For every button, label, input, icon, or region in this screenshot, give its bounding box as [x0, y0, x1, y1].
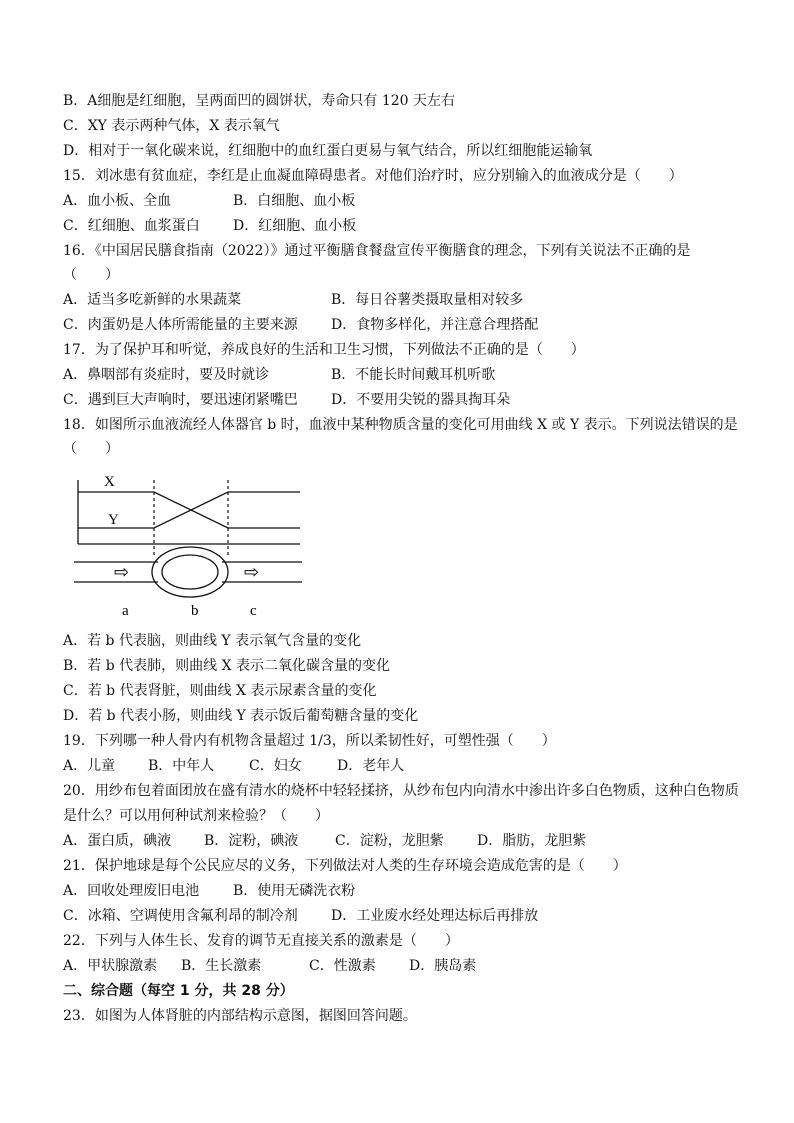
- q22-option-c: C．性激素: [309, 958, 376, 974]
- q15-option-c: C．红细胞、血浆蛋白: [63, 218, 200, 234]
- q20-option-b: B．淀粉，碘液: [204, 833, 299, 849]
- q17-stem: 17．为了保护耳和听觉，养成良好的生活和卫生习惯，下列做法不正确的是（ ）: [63, 342, 585, 358]
- q20-stem: 20．用纱布包着面团放在盛有清水的烧杯中轻轻揉挤，从纱布包内向清水中渗出许多白色物质，这种白色物质: [63, 783, 739, 799]
- q19-option-c: C．妇女: [249, 758, 302, 774]
- q18-option-b: B．若 b 代表肺，则曲线 X 表示二氧化碳含量的变化: [63, 658, 391, 674]
- q22-option-b: B．生长激素: [181, 958, 262, 974]
- q21-option-a: A．回收处理废旧电池: [63, 883, 200, 899]
- label-b: b: [191, 603, 199, 619]
- q15-option-a: A．血小板、全血: [63, 193, 172, 209]
- flow-arrow-right: ⇨: [244, 562, 260, 583]
- q17-option-d: D．不要用尖锐的器具掏耳朵: [331, 392, 511, 408]
- q14-option-b: B．A细胞是红细胞，呈两面凹的圆饼状，寿命只有 120 天左右: [63, 93, 456, 109]
- q19-option-a: A．儿童: [63, 758, 116, 774]
- q14-option-d: D．相对于一氧化碳来说，红细胞中的血红蛋白更易与氧气结合，所以红细胞能运输氧: [63, 143, 593, 159]
- q18-stem-cont: （ ）: [63, 441, 119, 457]
- q16-option-a: A．适当多吃新鲜的水果蔬菜: [63, 292, 242, 308]
- q16-stem: 16．《中国居民膳食指南（2022）》通过平衡膳食餐盘宣传平衡膳食的理念，下列有关说法不正确的是: [63, 243, 691, 259]
- curve-y-label: Y: [108, 512, 119, 528]
- q16-option-d: D．食物多样化，并注意合理搭配: [331, 317, 539, 333]
- q20-option-c: C．淀粉，龙胆紫: [335, 833, 444, 849]
- q17-option-b: B．不能长时间戴耳机听歌: [331, 367, 496, 383]
- q21-option-b: B．使用无磷洗衣粉: [233, 883, 356, 899]
- q18-option-a: A．若 b 代表脑，则曲线 Y 表示氧气含量的变化: [63, 633, 362, 649]
- q17-option-c: C．遇到巨大声响时，要迅速闭紧嘴巴: [63, 392, 298, 408]
- q18-option-c: C．若 b 代表肾脏，则曲线 X 表示尿素含量的变化: [63, 683, 377, 699]
- q16-stem-cont: （ ）: [63, 267, 119, 283]
- curve-x-label: X: [104, 474, 115, 490]
- q19-option-d: D．老年人: [337, 758, 405, 774]
- q23-stem: 23．如图为人体肾脏的内部结构示意图，据图回答问题。: [63, 1008, 417, 1024]
- q18-stem: 18．如图所示血液流经人体器官 b 时，血液中某种物质含量的变化可用曲线 X 或 Y 表示。下列说法错误的是: [63, 417, 738, 433]
- q19-option-b: B．中年人: [148, 758, 215, 774]
- q20-stem-cont: 是什么？可以用何种试剂来检验？（ ）: [63, 808, 329, 824]
- q16-option-b: B．每日谷薯类摄取量相对较多: [331, 292, 524, 308]
- q15-option-b: B．白细胞、血小板: [233, 193, 356, 209]
- q22-option-d: D．胰岛素: [409, 958, 477, 974]
- q21-option-d: D．工业废水经处理达标后再排放: [331, 908, 539, 924]
- q21-stem: 21．保护地球是每个公民应尽的义务，下列做法对人类的生存环境会造成危害的是（ ）: [63, 858, 627, 874]
- q16-option-c: C．肉蛋奶是人体所需能量的主要来源: [63, 317, 298, 333]
- q17-option-a: A．鼻咽部有炎症时，要及时就诊: [63, 367, 270, 383]
- label-a: a: [122, 603, 129, 619]
- q19-stem: 19．下列哪一种人骨内有机物含量超过 1/3，所以柔韧性好，可塑性强（ ）: [63, 733, 556, 749]
- section-heading: 二、综合题（每空 1 分，共 28 分）: [63, 983, 294, 999]
- q18-option-d: D．若 b 代表小肠，则曲线 Y 表示饭后葡萄糖含量的变化: [63, 708, 419, 724]
- q14-option-c: C．XY 表示两种气体，X 表示氧气: [63, 118, 280, 134]
- q20-option-a: A．蛋白质，碘液: [63, 833, 172, 849]
- label-c: c: [250, 603, 257, 619]
- flow-arrow-left: ⇨: [114, 562, 130, 583]
- q15-option-d: D．红细胞、血小板: [233, 218, 357, 234]
- q22-stem: 22．下列与人体生长、发育的调节无直接关系的激素是（ ）: [63, 933, 459, 949]
- blood-flow-figure: [68, 472, 308, 620]
- q21-option-c: C．冰箱、空调使用含氟利昂的制冷剂: [63, 908, 298, 924]
- organ-b-inner: [162, 555, 218, 589]
- q22-option-a: A．甲状腺激素: [63, 958, 158, 974]
- q15-stem: 15．刘冰患有贫血症，李红是止血凝血障碍患者。对他们治疗时，应分别输入的血液成分是（ ）: [63, 168, 683, 184]
- q20-option-d: D．脂肪，龙胆紫: [477, 833, 587, 849]
